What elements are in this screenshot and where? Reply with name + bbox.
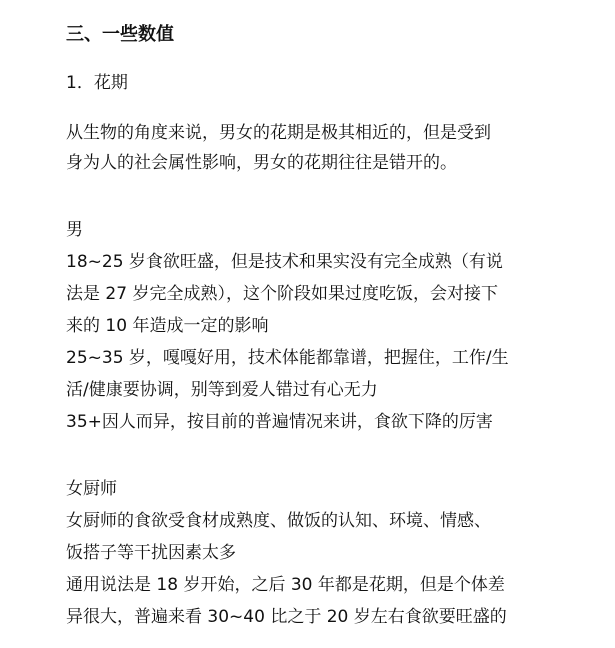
female-line: 女厨师的食欲受食材成熟度、做饭的认知、环境、情感、: [66, 511, 491, 531]
female-label: 女厨师: [66, 479, 117, 499]
intro-line: 身为人的社会属性影响，男女的花期往往是错开的。: [66, 153, 457, 173]
male-line: 35+因人而异，按目前的普遍情况来讲，食欲下降的厉害: [66, 412, 493, 432]
section-heading: 三、一些数值: [66, 24, 174, 45]
female-line: 饭搭子等干扰因素太多: [66, 543, 236, 563]
male-line: 25~35 岁，嘎嘎好用，技术体能都靠谱，把握住，工作/生: [66, 348, 509, 368]
female-line: 通用说法是 18 岁开始，之后 30 年都是花期，但是个体差: [66, 575, 505, 595]
female-line: 异很大，普遍来看 30~40 比之于 20 岁左右食欲要旺盛的: [66, 607, 507, 627]
intro-line: 从生物的角度来说，男女的花期是极其相近的，但是受到: [66, 123, 491, 143]
male-line: 活/健康要协调，别等到爱人错过有心无力: [66, 380, 378, 400]
male-line: 法是 27 岁完全成熟），这个阶段如果过度吃饭，会对接下: [66, 284, 498, 304]
subsection-heading: 1．花期: [66, 73, 128, 93]
male-line: 18~25 岁食欲旺盛，但是技术和果实没有完全成熟（有说: [66, 252, 503, 272]
male-label: 男: [66, 220, 83, 240]
male-line: 来的 10 年造成一定的影响: [66, 316, 269, 336]
